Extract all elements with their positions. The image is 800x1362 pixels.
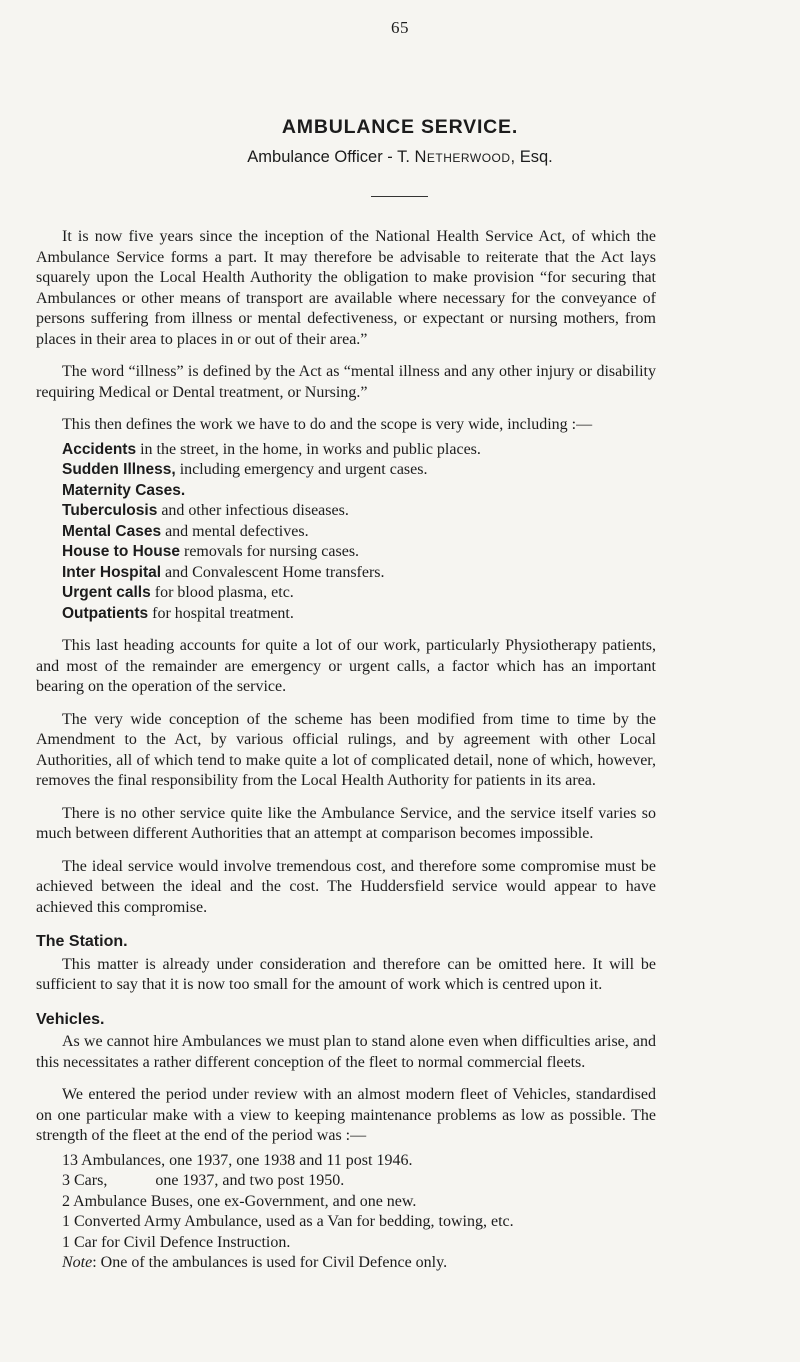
list-item-text: removals for nursing cases. (179, 543, 360, 560)
list-item-text: including emergency and urgent cases. (175, 461, 428, 478)
fleet-note (62, 1253, 656, 1274)
list-item-heading: Maternity Cases. (62, 481, 186, 499)
list-item-text: in the street, in the home, in works and public places. (136, 440, 481, 458)
list-item-text: for blood plasma, etc. (150, 584, 294, 601)
list-item-heading: Sudden Illness, (62, 461, 176, 478)
list-item (62, 542, 656, 563)
subtitle-suffix: , Esq. (510, 148, 553, 166)
list-item-heading: Mental Cases (62, 522, 162, 540)
paragraph-comparison: There is no other service quite like the Ambulance Service, and the service itself varies so much between different Authorities that an attempt at comparison becomes impossible. (36, 804, 656, 842)
fleet-item: 1 Car for Civil Defence Instruction. (62, 1233, 291, 1251)
fleet-item: 13 Ambulances, one 1937, one 1938 and 11 post 1946. (62, 1151, 413, 1169)
paragraph-vehicles-fleet: We entered the period under review with an almost modern fleet of Vehicles, standardised on one particular make with a view to keeping maintenance problems as low as possible. The strength of the fleet at the end of the period was :— (36, 1086, 656, 1144)
officer-name: Netherwood (414, 148, 511, 166)
paragraph-illness-definition: The word “illness” is defined by the Act as “mental illness and any other injury or disability requiring Medical or Dental treatment, or Nursing.” (36, 363, 656, 401)
paragraph-ideal-service: The ideal service would involve tremendous cost, and therefore some compromise must be achieved between the ideal and the cost. The Huddersfield service would appear to have achieved this compromise. (36, 857, 656, 916)
list-item (62, 481, 656, 502)
fleet-item: 3 Cars, one 1937, and two post 1950. (62, 1172, 345, 1189)
note-label: Note (62, 1254, 93, 1271)
paragraph-scope: This then defines the work we have to do and the scope is very wide, including :— (62, 416, 593, 433)
list-item-heading: House to House (62, 543, 180, 560)
list-item-heading: Accidents (62, 440, 137, 458)
list-item-text: for hospital treatment. (148, 604, 294, 622)
list-item (62, 501, 656, 522)
station-heading: The Station. (36, 933, 128, 950)
paragraph-conception: The very wide conception of the scheme has been modified from time to time by the Amendment to the Act, by various official rulings, and by agreement with other Local Authorities, all of which tend to make quite a lot of complicated detail, none of which, however, removes the final responsibility from the Local Health Authority for patients in its area. (36, 710, 656, 789)
page-subtitle (0, 148, 800, 167)
list-item (62, 583, 656, 604)
list-item (62, 440, 656, 461)
fleet-item: 1 Converted Army Ambulance, used as a Van for bedding, towing, etc. (62, 1213, 514, 1230)
list-item-heading: Inter Hospital (62, 563, 162, 581)
list-item-text: and other infectious diseases. (157, 502, 349, 519)
document-body (36, 227, 656, 1274)
list-item (62, 604, 656, 625)
subtitle-prefix: Ambulance Officer - T. (247, 148, 415, 166)
scope-list (36, 440, 656, 625)
title-divider (371, 196, 428, 197)
paragraph-last-heading: This last heading accounts for quite a lot of our work, particularly Physiotherapy patients, and most of the remainder are emergency or urgent calls, a factor which has an important bearing on the operation of the service. (36, 637, 656, 695)
page-title: AMBULANCE SERVICE. (281, 116, 519, 138)
paragraph-intro: It is now five years since the inception of the National Health Service Act, of which the Ambulance Service forms a part. It may therefore be advisable to reiterate that the Act lays squarely upon the Local Health Authority the obligation to make provision “for securing that Ambulances or other means of transport are available where necessary for the conveyance of persons suffering from illness or mental defectiveness, or expectant or nursing mothers, from places in their area to places in or out of their area.” (36, 228, 656, 348)
paragraph-station: This matter is already under consideration and therefore can be omitted here. It will be sufficient to say that it is now too small for the amount of work which is centred upon it. (36, 955, 656, 993)
note-text: : One of the ambulances is used for Civil Defence only. (92, 1254, 448, 1271)
vehicles-heading: Vehicles. (36, 1010, 105, 1028)
list-item-heading: Tuberculosis (62, 502, 158, 519)
list-item (62, 522, 656, 543)
list-item (62, 460, 656, 481)
list-item-text: and Convalescent Home transfers. (161, 563, 385, 581)
fleet-list (36, 1151, 656, 1274)
page-number: 65 (391, 18, 409, 37)
list-item-heading: Outpatients (62, 604, 149, 622)
list-item-heading: Urgent calls (62, 584, 151, 601)
list-item-text: and mental defectives. (161, 522, 309, 540)
paragraph-vehicles-hire: As we cannot hire Ambulances we must plan to stand alone even when difficulties arise, and this necessitates a rather different conception of the fleet to normal commercial fleets. (36, 1033, 656, 1071)
list-item (62, 563, 656, 584)
fleet-item: 2 Ambulance Buses, one ex-Government, and one new. (62, 1192, 417, 1210)
